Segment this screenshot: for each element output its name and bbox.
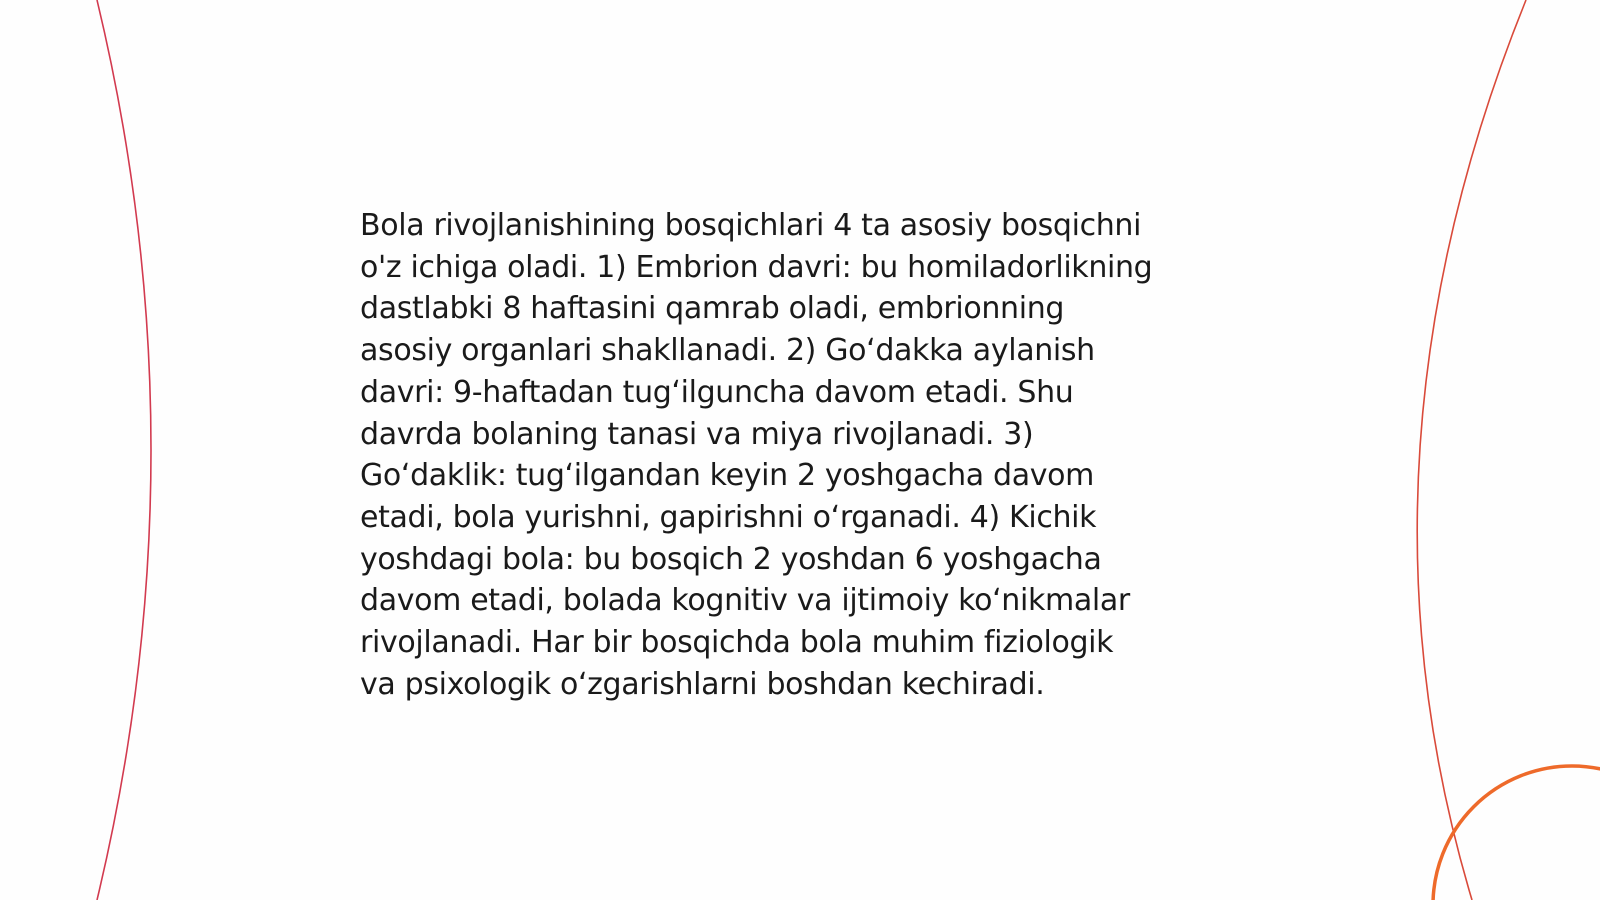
text-line: asosiy organlari shakllanadi. 2) Go‘dakka aylanish <box>360 333 1095 369</box>
corner-arc <box>1433 766 1600 900</box>
text-line: rivojlanadi. Har bir bosqichda bola muhim fiziologik <box>360 625 1114 661</box>
text-line: Bola rivojlanishining bosqichlari 4 ta asosiy bosqichni <box>360 208 1142 243</box>
text-line: va psixologik o‘zgarishlarni boshdan kechiradi. <box>360 666 1045 702</box>
text-line: davrda bolaning tanasi va miya rivojlanadi. 3) <box>360 416 1034 452</box>
text-line: o'z ichiga oladi. 1) Embrion davri: bu homiladorlikning <box>360 249 1153 285</box>
text-line: davri: 9-haftadan tug‘ilguncha davom etadi. Shu <box>360 374 1074 410</box>
left-curve <box>97 0 151 900</box>
text-line: davom etadi, bolada kognitiv va ijtimoiy ko‘nikmalar <box>360 583 1130 619</box>
text-line: Go‘daklik: tug‘ilgandan keyin 2 yoshgacha davom <box>360 458 1095 494</box>
text-line: dastlabki 8 haftasini qamrab oladi, embrionning <box>360 291 1065 327</box>
text-line: yoshdagi bola: bu bosqich 2 yoshdan 6 yoshgacha <box>360 541 1102 577</box>
text-line: etadi, bola yurishni, gapirishni o‘rganadi. 4) Kichik <box>360 499 1097 535</box>
body-paragraph <box>360 205 1260 705</box>
right-curve <box>1417 0 1526 900</box>
